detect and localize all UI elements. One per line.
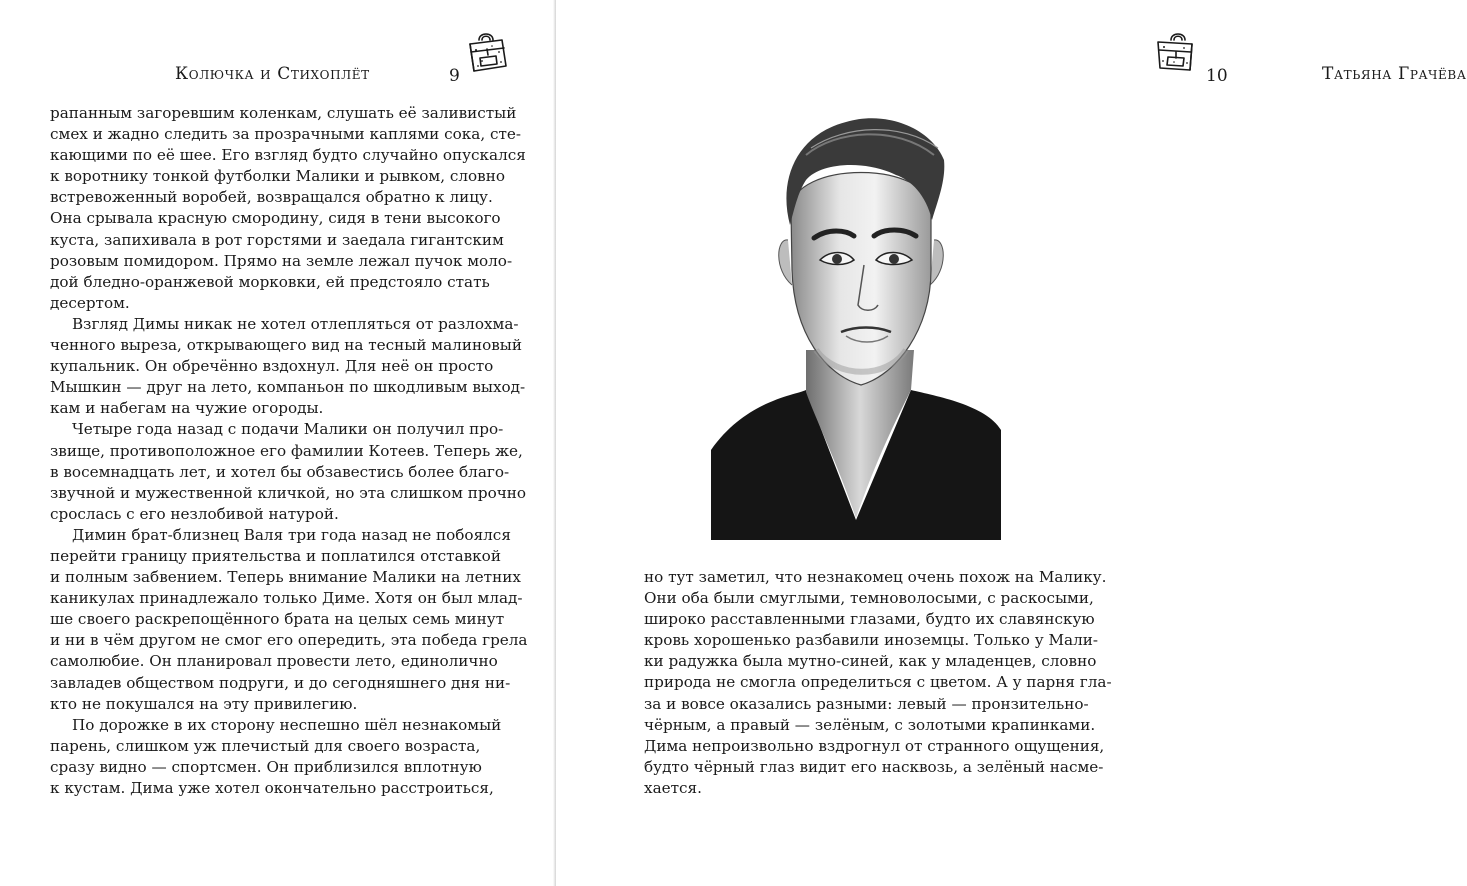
- text-line: природа не смогла определиться с цветом. А у парня гла-: [644, 673, 1112, 692]
- text-line: завладев обществом подруги, и до сегодняшнего дня ни-: [50, 673, 511, 692]
- text-line: хается.: [644, 778, 702, 797]
- text-line: к воротнику тонкой футболки Малики и рывком, словно: [50, 167, 505, 186]
- text-line: смех и жадно следить за прозрачными каплями сока, сте-: [50, 125, 522, 144]
- text-line: дой бледно-оранжевой морковки, ей предстояло стать: [50, 272, 490, 291]
- text-line: и ни в чём другом не смог его опередить, эта победа грела: [50, 631, 528, 650]
- text-line: Она срывала красную смородину, сидя в тени высокого: [50, 209, 501, 228]
- right-body-text: [644, 567, 1112, 799]
- text-line: рапанным загоревшим коленкам, слушать её заливистый: [50, 104, 517, 122]
- backpack-icon: [1154, 28, 1202, 74]
- text-line: кам и набегам на чужие огороды.: [50, 399, 324, 418]
- text-line: в восемнадцать лет, и хотел бы обзавестись более благо-: [50, 462, 510, 481]
- text-line: кто не покушался на эту привилегию.: [50, 694, 358, 713]
- right-page-number: 10: [1206, 66, 1228, 86]
- right-running-head: Татьяна Грачёва: [1322, 64, 1467, 84]
- text-line: ше своего раскрепощённого брата на целых семь минут: [50, 610, 505, 629]
- text-line: Четыре года назад с подачи Малики он получил про-: [72, 420, 504, 439]
- text-line: розовым помидором. Прямо на земле лежал пучок моло-: [50, 251, 513, 270]
- text-line: По дорожке в их сторону неспешно шёл незнакомый: [72, 715, 502, 734]
- text-line: к кустам. Дима уже хотел окончательно расстроиться,: [50, 779, 494, 797]
- text-line: Взгляд Димы никак не хотел отлепляться от разлохма-: [72, 314, 519, 333]
- left-body-text: [50, 103, 528, 799]
- text-line: каникулах принадлежало только Диме. Хотя он был млад-: [50, 589, 523, 608]
- portrait-illustration: [706, 100, 1006, 540]
- text-line: Они оба были смуглыми, темноволосыми, с раскосыми,: [644, 589, 1094, 608]
- text-line: перейти границу приятельства и поплатился отставкой: [50, 546, 501, 565]
- text-line: и полным забвением. Теперь внимание Малики на летних: [50, 568, 521, 587]
- text-line: за и вовсе оказались разными: левый — пронзительно-: [644, 694, 1089, 713]
- text-line: парень, слишком уж плечистый для своего возраста,: [50, 736, 481, 755]
- text-line: встревоженный воробей, возвращался обратно к лицу.: [50, 188, 493, 207]
- text-line: срослась с его незлобивой натурой.: [50, 504, 339, 523]
- text-line: ки радужка была мутно-синей, как у младенцев, словно: [644, 652, 1097, 671]
- text-line: кающими по её шее. Его взгляд будто случайно опускался: [50, 146, 526, 165]
- text-line: куста, запихивала в рот горстями и заедала гигантским: [50, 230, 504, 249]
- text-line: широко расставленными глазами, будто их славянскую: [644, 610, 1095, 629]
- left-running-head: Колючка и Стихоплёт: [175, 64, 370, 84]
- left-page: [0, 0, 556, 886]
- text-line: звище, противоположное его фамилии Котеев. Теперь же,: [50, 441, 523, 460]
- text-line: Димин брат-близнец Валя три года назад не побоялся: [72, 525, 511, 544]
- text-line: чёрным, а правый — зелёным, с золотыми крапинками.: [644, 715, 1096, 734]
- text-line: ченного выреза, открывающего вид на тесный малиновый: [50, 336, 522, 355]
- text-line: Дима непроизвольно вздрогнул от странного ощущения,: [644, 736, 1105, 755]
- text-line: будто чёрный глаз видит его насквозь, а зелёный насме-: [644, 757, 1104, 776]
- text-line: Мышкин — друг на лето, компаньон по шкодливым выход-: [50, 378, 526, 397]
- left-page-number: 9: [449, 66, 460, 86]
- backpack-icon: [462, 28, 510, 74]
- text-line: самолюбие. Он планировал провести лето, единолично: [50, 652, 498, 671]
- text-line: десертом.: [50, 293, 130, 312]
- text-line: звучной и мужественной кличкой, но эта слишком прочно: [50, 483, 527, 502]
- text-line: купальник. Он обречённо вздохнул. Для неё он просто: [50, 357, 494, 376]
- text-line: но тут заметил, что незнакомец очень похож на Малику.: [644, 568, 1107, 586]
- text-line: сразу видно — спортсмен. Он приблизился вплотную: [50, 757, 482, 776]
- text-line: кровь хорошенько разбавили иноземцы. Только у Мали-: [644, 631, 1098, 650]
